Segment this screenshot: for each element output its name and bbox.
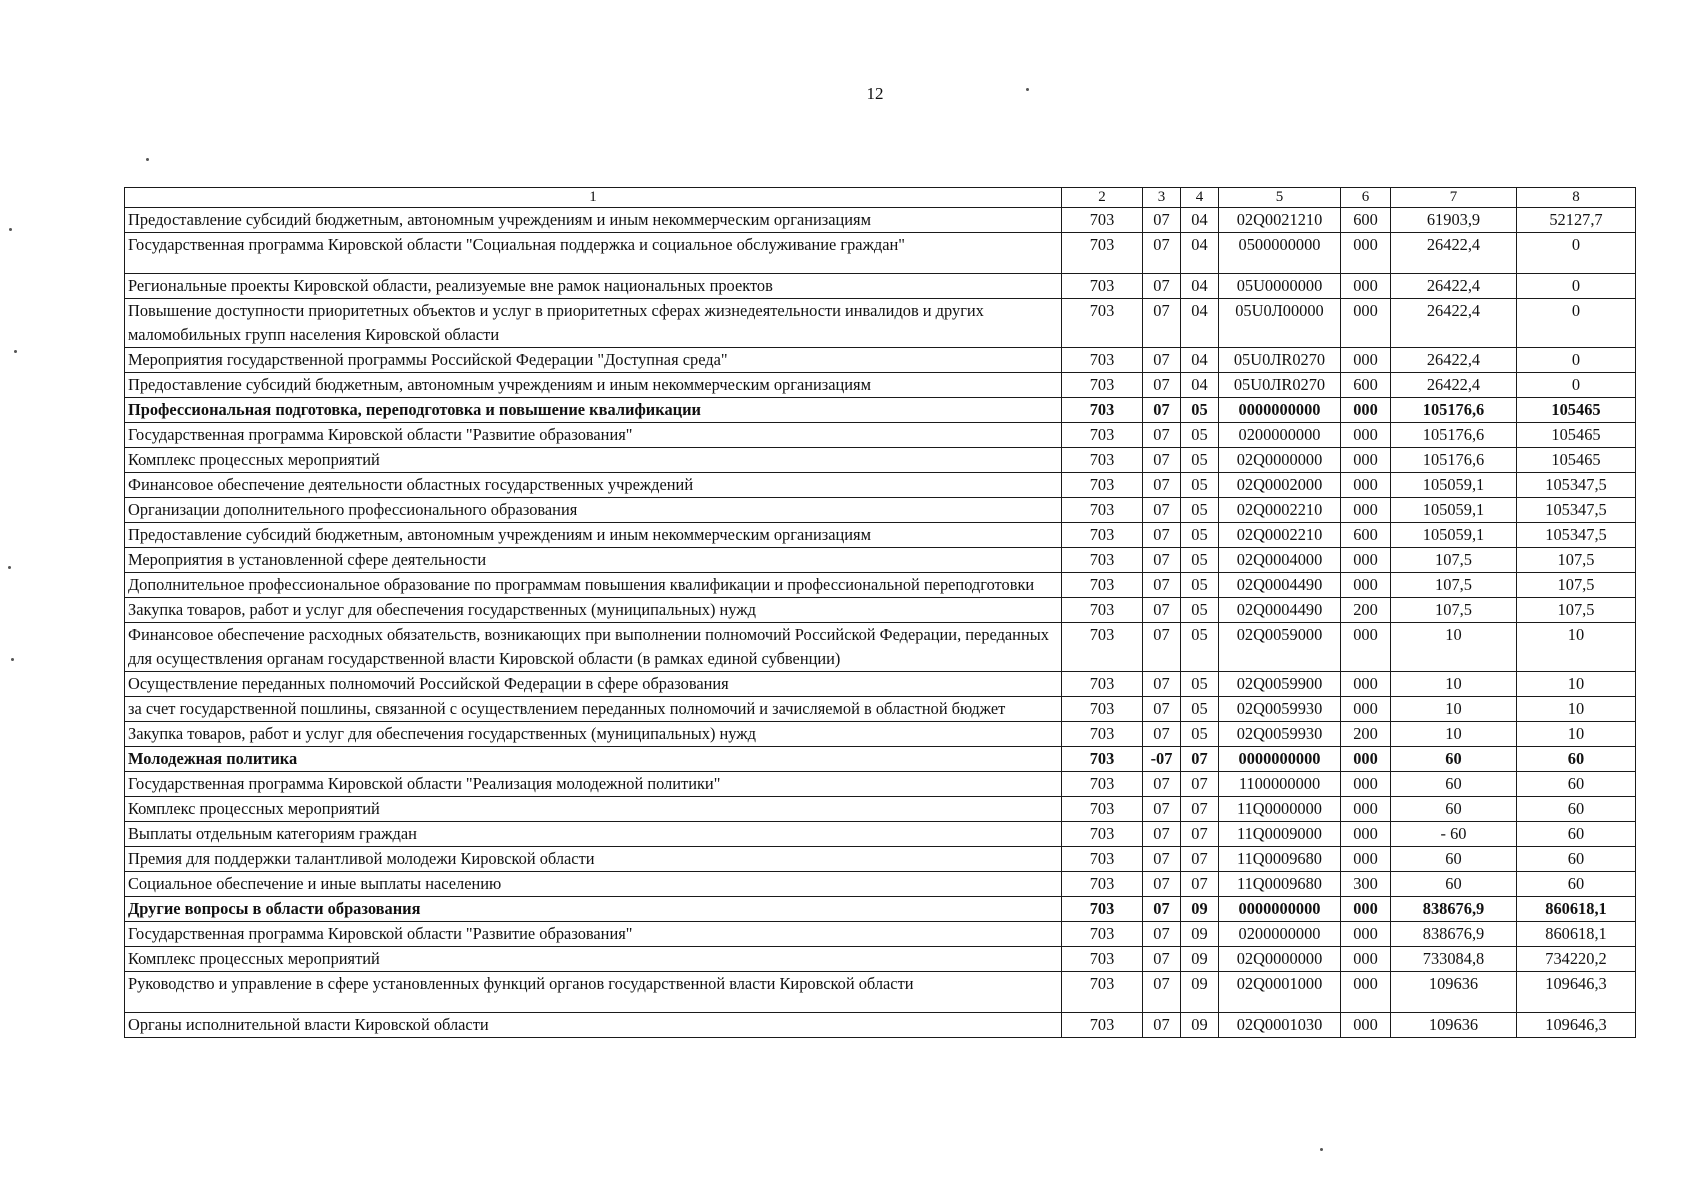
target-article-cell: 0000000000 <box>1219 398 1341 423</box>
code-cell: 703 <box>1062 548 1143 573</box>
header-cell: 7 <box>1391 188 1517 208</box>
amount-2025-cell: 109636 <box>1391 1013 1517 1038</box>
row-name-cell: Повышение доступности приоритетных объектов и услуг в приоритетных сферах жизнедеятельности инвалидов и других маломобильных групп населения Кировской области <box>125 299 1062 348</box>
target-article-cell: 05U0ЛR0270 <box>1219 348 1341 373</box>
row-name-cell: Комплекс процессных мероприятий <box>125 797 1062 822</box>
expense-type-cell: 200 <box>1341 598 1391 623</box>
code-cell: 703 <box>1062 797 1143 822</box>
section-cell: 07 <box>1143 847 1181 872</box>
table-row <box>125 822 1636 847</box>
code-cell: 703 <box>1062 373 1143 398</box>
amount-2026-cell: 10 <box>1517 697 1636 722</box>
target-article-cell: 02Q0059930 <box>1219 697 1341 722</box>
code-cell: 703 <box>1062 747 1143 772</box>
amount-2025-cell: 838676,9 <box>1391 922 1517 947</box>
section-cell: 07 <box>1143 672 1181 697</box>
amount-2026-cell: 0 <box>1517 348 1636 373</box>
section-cell: 07 <box>1143 523 1181 548</box>
code-cell: 703 <box>1062 448 1143 473</box>
subsection-cell: 05 <box>1181 598 1219 623</box>
table-row <box>125 623 1636 672</box>
row-name-cell: Осуществление переданных полномочий Российской Федерации в сфере образования <box>125 672 1062 697</box>
amount-2025-cell: 107,5 <box>1391 573 1517 598</box>
row-name-cell: Предоставление субсидий бюджетным, автономным учреждениям и иным некоммерческим организациям <box>125 208 1062 233</box>
amount-2026-cell: 105347,5 <box>1517 473 1636 498</box>
row-name-cell: Региональные проекты Кировской области, реализуемые вне рамок национальных проектов <box>125 274 1062 299</box>
row-name-cell: Предоставление субсидий бюджетным, автономным учреждениям и иным некоммерческим организациям <box>125 523 1062 548</box>
row-name-cell: Комплекс процессных мероприятий <box>125 448 1062 473</box>
row-name-cell: Дополнительное профессиональное образование по программам повышения квалификации и профессиональной переподготовки <box>125 573 1062 598</box>
target-article-cell: 02Q0001000 <box>1219 972 1341 1013</box>
scan-speck <box>14 350 17 353</box>
target-article-cell: 0000000000 <box>1219 747 1341 772</box>
amount-2025-cell: 60 <box>1391 847 1517 872</box>
amount-2025-cell: - 60 <box>1391 822 1517 847</box>
row-name-cell: Государственная программа Кировской области "Развитие образования" <box>125 922 1062 947</box>
table-row <box>125 448 1636 473</box>
target-article-cell: 11Q0000000 <box>1219 797 1341 822</box>
row-name-cell: Руководство и управление в сфере установленных функций органов государственной власти Кировской области <box>125 972 1062 1013</box>
section-cell: 07 <box>1143 772 1181 797</box>
expense-type-cell: 000 <box>1341 423 1391 448</box>
subsection-cell: 05 <box>1181 623 1219 672</box>
table-row <box>125 473 1636 498</box>
expense-type-cell: 000 <box>1341 398 1391 423</box>
section-cell: 07 <box>1143 922 1181 947</box>
section-cell: 07 <box>1143 598 1181 623</box>
amount-2026-cell: 52127,7 <box>1517 208 1636 233</box>
amount-2026-cell: 60 <box>1517 772 1636 797</box>
amount-2025-cell: 60 <box>1391 872 1517 897</box>
code-cell: 703 <box>1062 1013 1143 1038</box>
amount-2025-cell: 105059,1 <box>1391 498 1517 523</box>
row-name-cell: Мероприятия в установленной сфере деятельности <box>125 548 1062 573</box>
amount-2025-cell: 60 <box>1391 747 1517 772</box>
row-name-cell: Выплаты отдельным категориям граждан <box>125 822 1062 847</box>
section-cell: 07 <box>1143 498 1181 523</box>
subsection-cell: 04 <box>1181 299 1219 348</box>
expense-type-cell: 000 <box>1341 233 1391 274</box>
scan-speck <box>8 566 11 569</box>
amount-2025-cell: 105059,1 <box>1391 473 1517 498</box>
amount-2026-cell: 734220,2 <box>1517 947 1636 972</box>
subsection-cell: 04 <box>1181 208 1219 233</box>
amount-2025-cell: 105176,6 <box>1391 448 1517 473</box>
amount-2026-cell: 860618,1 <box>1517 922 1636 947</box>
code-cell: 703 <box>1062 348 1143 373</box>
amount-2025-cell: 60 <box>1391 797 1517 822</box>
header-cell: 2 <box>1062 188 1143 208</box>
code-cell: 703 <box>1062 573 1143 598</box>
row-name-cell: Премия для поддержки талантливой молодежи Кировской области <box>125 847 1062 872</box>
code-cell: 703 <box>1062 598 1143 623</box>
target-article-cell: 0000000000 <box>1219 897 1341 922</box>
subsection-cell: 05 <box>1181 498 1219 523</box>
row-name-cell: за счет государственной пошлины, связанной с осуществлением переданных полномочий и зачисляемой в областной бюджет <box>125 697 1062 722</box>
amount-2025-cell: 26422,4 <box>1391 299 1517 348</box>
table-row <box>125 697 1636 722</box>
table-row <box>125 897 1636 922</box>
scan-speck <box>146 158 149 161</box>
scan-speck <box>9 228 12 231</box>
expense-type-cell: 600 <box>1341 208 1391 233</box>
subsection-cell: 09 <box>1181 1013 1219 1038</box>
amount-2026-cell: 105465 <box>1517 398 1636 423</box>
expense-type-cell: 000 <box>1341 922 1391 947</box>
table-row <box>125 1013 1636 1038</box>
table-row <box>125 598 1636 623</box>
section-cell: 07 <box>1143 448 1181 473</box>
table-row <box>125 233 1636 274</box>
target-article-cell: 05U0Л00000 <box>1219 299 1341 348</box>
subsection-cell: 05 <box>1181 473 1219 498</box>
section-cell: 07 <box>1143 623 1181 672</box>
amount-2026-cell: 0 <box>1517 299 1636 348</box>
amount-2026-cell: 105347,5 <box>1517 523 1636 548</box>
target-article-cell: 02Q0059900 <box>1219 672 1341 697</box>
amount-2025-cell: 26422,4 <box>1391 348 1517 373</box>
amount-2026-cell: 60 <box>1517 822 1636 847</box>
target-article-cell: 02Q0002000 <box>1219 473 1341 498</box>
section-cell: 07 <box>1143 208 1181 233</box>
subsection-cell: 05 <box>1181 573 1219 598</box>
section-cell: 07 <box>1143 398 1181 423</box>
amount-2026-cell: 10 <box>1517 623 1636 672</box>
amount-2026-cell: 105465 <box>1517 448 1636 473</box>
subsection-cell: 07 <box>1181 822 1219 847</box>
expense-type-cell: 600 <box>1341 373 1391 398</box>
code-cell: 703 <box>1062 623 1143 672</box>
row-name-cell: Закупка товаров, работ и услуг для обеспечения государственных (муниципальных) нужд <box>125 598 1062 623</box>
row-name-cell: Другие вопросы в области образования <box>125 897 1062 922</box>
target-article-cell: 02Q0004490 <box>1219 573 1341 598</box>
row-name-cell: Финансовое обеспечение деятельности областных государственных учреждений <box>125 473 1062 498</box>
table-row <box>125 373 1636 398</box>
section-cell: 07 <box>1143 423 1181 448</box>
code-cell: 703 <box>1062 822 1143 847</box>
target-article-cell: 02Q0000000 <box>1219 448 1341 473</box>
amount-2026-cell: 10 <box>1517 672 1636 697</box>
subsection-cell: 09 <box>1181 922 1219 947</box>
amount-2026-cell: 107,5 <box>1517 573 1636 598</box>
code-cell: 703 <box>1062 498 1143 523</box>
target-article-cell: 05U0ЛR0270 <box>1219 373 1341 398</box>
expense-type-cell: 000 <box>1341 747 1391 772</box>
header-cell: 8 <box>1517 188 1636 208</box>
amount-2026-cell: 0 <box>1517 274 1636 299</box>
expense-type-cell: 000 <box>1341 797 1391 822</box>
table-row <box>125 747 1636 772</box>
table-row <box>125 423 1636 448</box>
subsection-cell: 09 <box>1181 972 1219 1013</box>
section-cell: 07 <box>1143 573 1181 598</box>
row-name-cell: Финансовое обеспечение расходных обязательств, возникающих при выполнении полномочий Российской Федерации, переданных для осуществления органам государственной власти Кировской области (в рамках единой субвенции) <box>125 623 1062 672</box>
section-cell: 07 <box>1143 822 1181 847</box>
amount-2026-cell: 109646,3 <box>1517 972 1636 1013</box>
expense-type-cell: 000 <box>1341 348 1391 373</box>
table-row <box>125 772 1636 797</box>
amount-2025-cell: 838676,9 <box>1391 897 1517 922</box>
table-row <box>125 947 1636 972</box>
scan-speck <box>11 658 14 661</box>
expense-type-cell: 000 <box>1341 822 1391 847</box>
expense-type-cell: 000 <box>1341 847 1391 872</box>
expense-type-cell: 000 <box>1341 573 1391 598</box>
subsection-cell: 05 <box>1181 398 1219 423</box>
code-cell: 703 <box>1062 274 1143 299</box>
subsection-cell: 07 <box>1181 747 1219 772</box>
section-cell: 07 <box>1143 548 1181 573</box>
target-article-cell: 0200000000 <box>1219 423 1341 448</box>
expense-type-cell: 000 <box>1341 972 1391 1013</box>
expense-type-cell: 000 <box>1341 473 1391 498</box>
amount-2026-cell: 860618,1 <box>1517 897 1636 922</box>
header-cell: 6 <box>1341 188 1391 208</box>
table-row <box>125 348 1636 373</box>
amount-2025-cell: 10 <box>1391 697 1517 722</box>
code-cell: 703 <box>1062 233 1143 274</box>
section-cell: 07 <box>1143 274 1181 299</box>
expense-type-cell: 000 <box>1341 448 1391 473</box>
table-row <box>125 922 1636 947</box>
expense-type-cell: 000 <box>1341 498 1391 523</box>
expense-type-cell: 000 <box>1341 772 1391 797</box>
header-cell: 5 <box>1219 188 1341 208</box>
header-cell: 4 <box>1181 188 1219 208</box>
budget-table <box>124 187 1636 1038</box>
subsection-cell: 05 <box>1181 697 1219 722</box>
code-cell: 703 <box>1062 722 1143 747</box>
subsection-cell: 07 <box>1181 872 1219 897</box>
expense-type-cell: 000 <box>1341 1013 1391 1038</box>
target-article-cell: 02Q0000000 <box>1219 947 1341 972</box>
section-cell: 07 <box>1143 722 1181 747</box>
section-cell: 07 <box>1143 373 1181 398</box>
section-cell: 07 <box>1143 972 1181 1013</box>
expense-type-cell: 000 <box>1341 274 1391 299</box>
code-cell: 703 <box>1062 473 1143 498</box>
amount-2026-cell: 105347,5 <box>1517 498 1636 523</box>
section-cell: 07 <box>1143 797 1181 822</box>
target-article-cell: 1100000000 <box>1219 772 1341 797</box>
code-cell: 703 <box>1062 897 1143 922</box>
code-cell: 703 <box>1062 208 1143 233</box>
subsection-cell: 05 <box>1181 523 1219 548</box>
subsection-cell: 04 <box>1181 373 1219 398</box>
expense-type-cell: 000 <box>1341 623 1391 672</box>
amount-2025-cell: 61903,9 <box>1391 208 1517 233</box>
target-article-cell: 02Q0004000 <box>1219 548 1341 573</box>
target-article-cell: 02Q0002210 <box>1219 523 1341 548</box>
amount-2025-cell: 733084,8 <box>1391 947 1517 972</box>
target-article-cell: 05U0000000 <box>1219 274 1341 299</box>
section-cell: 07 <box>1143 348 1181 373</box>
header-row <box>125 188 1636 208</box>
amount-2026-cell: 107,5 <box>1517 548 1636 573</box>
amount-2026-cell: 109646,3 <box>1517 1013 1636 1038</box>
amount-2025-cell: 109636 <box>1391 972 1517 1013</box>
expense-type-cell: 000 <box>1341 672 1391 697</box>
expense-type-cell: 000 <box>1341 299 1391 348</box>
target-article-cell: 11Q0009000 <box>1219 822 1341 847</box>
amount-2025-cell: 107,5 <box>1391 548 1517 573</box>
row-name-cell: Комплекс процессных мероприятий <box>125 947 1062 972</box>
target-article-cell: 02Q0021210 <box>1219 208 1341 233</box>
header-cell: 1 <box>125 188 1062 208</box>
target-article-cell: 02Q0059000 <box>1219 623 1341 672</box>
subsection-cell: 05 <box>1181 448 1219 473</box>
target-article-cell: 11Q0009680 <box>1219 847 1341 872</box>
amount-2025-cell: 60 <box>1391 772 1517 797</box>
target-article-cell: 02Q0001030 <box>1219 1013 1341 1038</box>
target-article-cell: 0200000000 <box>1219 922 1341 947</box>
table-row <box>125 797 1636 822</box>
amount-2025-cell: 105176,6 <box>1391 398 1517 423</box>
page-number: 12 <box>866 84 884 103</box>
scan-speck <box>1320 1148 1323 1151</box>
subsection-cell: 04 <box>1181 233 1219 274</box>
row-name-cell: Государственная программа Кировской области "Реализация молодежной политики" <box>125 772 1062 797</box>
table-row <box>125 523 1636 548</box>
subsection-cell: 05 <box>1181 423 1219 448</box>
expense-type-cell: 000 <box>1341 697 1391 722</box>
target-article-cell: 11Q0009680 <box>1219 872 1341 897</box>
table-row <box>125 299 1636 348</box>
amount-2026-cell: 60 <box>1517 847 1636 872</box>
expense-type-cell: 000 <box>1341 548 1391 573</box>
row-name-cell: Профессиональная подготовка, переподготовка и повышение квалификации <box>125 398 1062 423</box>
table-row <box>125 208 1636 233</box>
subsection-cell: 04 <box>1181 274 1219 299</box>
table-body <box>125 188 1636 1038</box>
section-cell: 07 <box>1143 233 1181 274</box>
amount-2026-cell: 107,5 <box>1517 598 1636 623</box>
amount-2025-cell: 10 <box>1391 623 1517 672</box>
section-cell: 07 <box>1143 872 1181 897</box>
table-row <box>125 498 1636 523</box>
amount-2025-cell: 26422,4 <box>1391 274 1517 299</box>
amount-2025-cell: 10 <box>1391 722 1517 747</box>
expense-type-cell: 300 <box>1341 872 1391 897</box>
subsection-cell: 09 <box>1181 897 1219 922</box>
amount-2025-cell: 107,5 <box>1391 598 1517 623</box>
row-name-cell: Организации дополнительного профессионального образования <box>125 498 1062 523</box>
amount-2025-cell: 26422,4 <box>1391 233 1517 274</box>
target-article-cell: 02Q0059930 <box>1219 722 1341 747</box>
table-row <box>125 722 1636 747</box>
target-article-cell: 02Q0004490 <box>1219 598 1341 623</box>
subsection-cell: 07 <box>1181 772 1219 797</box>
section-cell: 07 <box>1143 473 1181 498</box>
subsection-cell: 07 <box>1181 797 1219 822</box>
code-cell: 703 <box>1062 697 1143 722</box>
row-name-cell: Молодежная политика <box>125 747 1062 772</box>
table-row <box>125 972 1636 1013</box>
subsection-cell: 09 <box>1181 947 1219 972</box>
code-cell: 703 <box>1062 299 1143 348</box>
table-row <box>125 274 1636 299</box>
section-cell: -07 <box>1143 747 1181 772</box>
row-name-cell: Мероприятия государственной программы Российской Федерации "Доступная среда" <box>125 348 1062 373</box>
amount-2026-cell: 60 <box>1517 747 1636 772</box>
row-name-cell: Закупка товаров, работ и услуг для обеспечения государственных (муниципальных) нужд <box>125 722 1062 747</box>
amount-2026-cell: 10 <box>1517 722 1636 747</box>
expense-type-cell: 600 <box>1341 523 1391 548</box>
row-name-cell: Государственная программа Кировской области "Социальная поддержка и социальное обслуживание граждан" <box>125 233 1062 274</box>
code-cell: 703 <box>1062 872 1143 897</box>
section-cell: 07 <box>1143 1013 1181 1038</box>
expense-type-cell: 200 <box>1341 722 1391 747</box>
code-cell: 703 <box>1062 922 1143 947</box>
table-row <box>125 548 1636 573</box>
code-cell: 703 <box>1062 947 1143 972</box>
section-cell: 07 <box>1143 897 1181 922</box>
code-cell: 703 <box>1062 398 1143 423</box>
amount-2025-cell: 26422,4 <box>1391 373 1517 398</box>
table-row <box>125 872 1636 897</box>
amount-2026-cell: 60 <box>1517 797 1636 822</box>
subsection-cell: 05 <box>1181 548 1219 573</box>
amount-2025-cell: 10 <box>1391 672 1517 697</box>
subsection-cell: 05 <box>1181 672 1219 697</box>
amount-2025-cell: 105176,6 <box>1391 423 1517 448</box>
code-cell: 703 <box>1062 847 1143 872</box>
expense-type-cell: 000 <box>1341 897 1391 922</box>
row-name-cell: Органы исполнительной власти Кировской области <box>125 1013 1062 1038</box>
amount-2026-cell: 0 <box>1517 233 1636 274</box>
subsection-cell: 04 <box>1181 348 1219 373</box>
code-cell: 703 <box>1062 672 1143 697</box>
target-article-cell: 02Q0002210 <box>1219 498 1341 523</box>
subsection-cell: 05 <box>1181 722 1219 747</box>
target-article-cell: 0500000000 <box>1219 233 1341 274</box>
row-name-cell: Социальное обеспечение и иные выплаты населению <box>125 872 1062 897</box>
scan-speck <box>1026 88 1029 91</box>
code-cell: 703 <box>1062 772 1143 797</box>
code-cell: 703 <box>1062 523 1143 548</box>
table-row <box>125 847 1636 872</box>
section-cell: 07 <box>1143 947 1181 972</box>
code-cell: 703 <box>1062 423 1143 448</box>
amount-2026-cell: 0 <box>1517 373 1636 398</box>
header-cell: 3 <box>1143 188 1181 208</box>
row-name-cell: Предоставление субсидий бюджетным, автономным учреждениям и иным некоммерческим организациям <box>125 373 1062 398</box>
amount-2026-cell: 105465 <box>1517 423 1636 448</box>
code-cell: 703 <box>1062 972 1143 1013</box>
subsection-cell: 07 <box>1181 847 1219 872</box>
row-name-cell: Государственная программа Кировской области "Развитие образования" <box>125 423 1062 448</box>
expense-type-cell: 000 <box>1341 947 1391 972</box>
amount-2025-cell: 105059,1 <box>1391 523 1517 548</box>
table-row <box>125 398 1636 423</box>
section-cell: 07 <box>1143 697 1181 722</box>
section-cell: 07 <box>1143 299 1181 348</box>
table-row <box>125 672 1636 697</box>
table-row <box>125 573 1636 598</box>
amount-2026-cell: 60 <box>1517 872 1636 897</box>
